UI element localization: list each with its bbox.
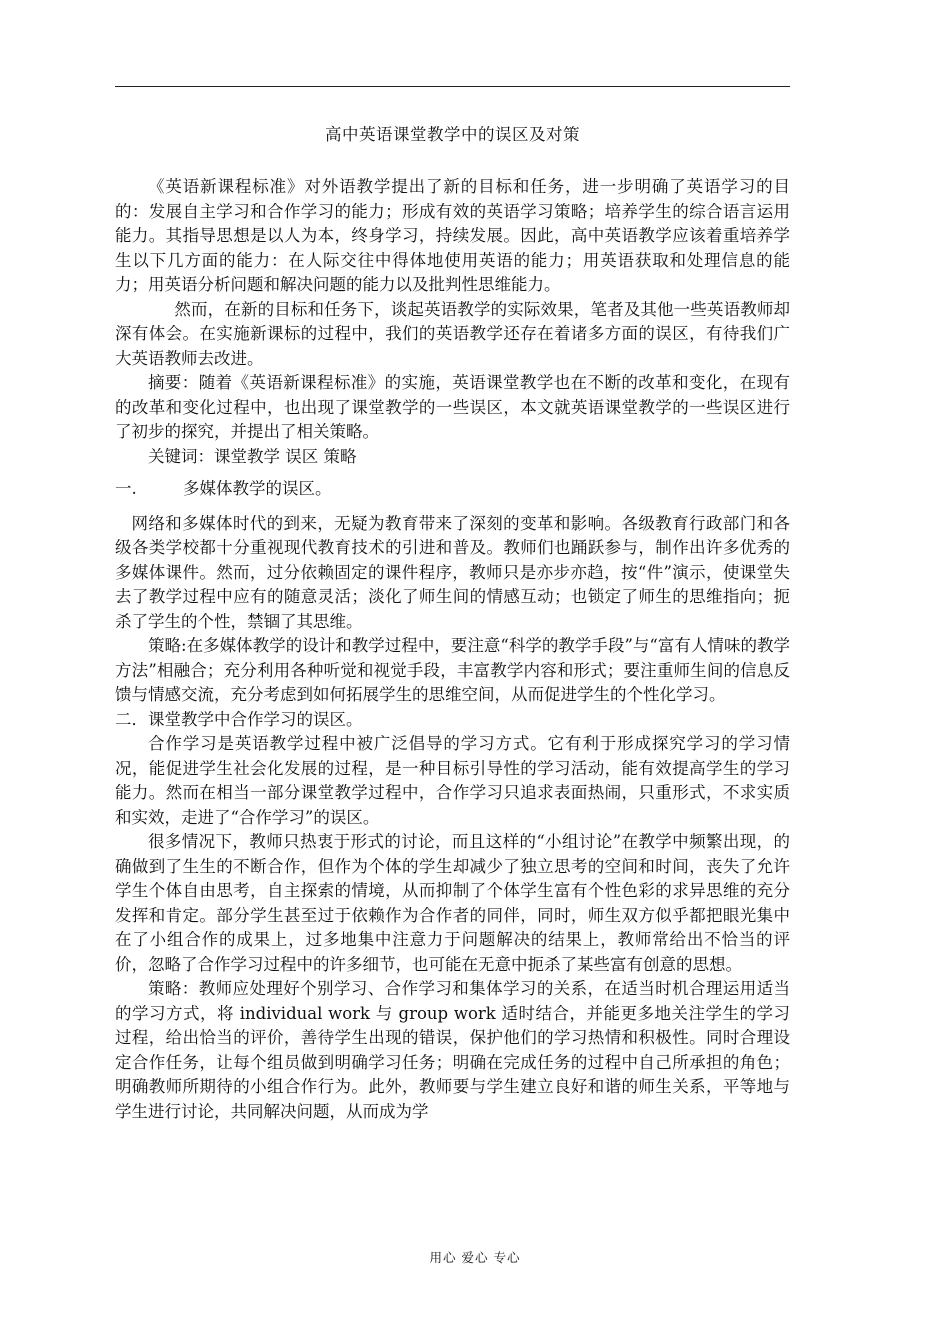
abstract-paragraph: 摘要：随着《英语新课程标准》的实施，英语课堂教学也在不断的改革和变化，在现有的改革和变化过程中，也出现了课堂教学的一些误区，本文就英语课堂教学的一些误区进行了初步的探究，并提出了相关策略。: [115, 373, 790, 441]
page-footer: 用心 爱心 专心: [429, 1250, 521, 1265]
section-1-number: 一.: [115, 479, 137, 498]
intro-paragraph-1: 《英语新课程标准》对外语教学提出了新的目标和任务，进一步明确了英语学习的目的：发展自主学习和合作学习的能力；形成有效的英语学习策略；培养学生的综合语言运用能力。其指导思想是以人为本，终身学习，持续发展。因此，高中英语教学应该着重培养学生以下几方面的能力：在人际交往中得体地使用英语的能力；用英语获取和处理信息的能力；用英语分析问题和解决问题的能力以及批判性思维能力。: [115, 177, 790, 294]
section-1-heading-text: 多媒体教学的误区。: [183, 479, 332, 498]
intro-paragraph-2: 然而，在新的目标和任务下，谈起英语教学的实际效果，笔者及其他一些英语教师却深有体会。在实施新课标的过程中，我们的英语教学还存在着诸多方面的误区，有待我们广大英语教师去改进。: [115, 299, 790, 368]
section-1-strategy: 策略:在多媒体教学的设计和教学过程中，要注意“科学的教学手段”与“富有人情味的教学方法”相融合；充分利用各种听觉和视觉手段，丰富教学内容和形式；要注重师生间的信息反馈与情感交流，充分考虑到如何拓展学生的思维空间，从而促进学生的个性化学习。: [115, 636, 790, 704]
keywords-line: 关键词：课堂教学 误区 策略: [148, 446, 357, 466]
section-2-strategy: 策略：教师应处理好个别学习、合作学习和集体学习的关系，在适当时机合理运用适当的学习方式，将 individual work 与 group work 适时结合，并能更多地关注学生的学习过程，给出恰当的评价，善待学生出现的错误，保护他们的学习热情和积极性。同时合理设定合作任务，让每个组员做到明确学习任务；明确在完成任务的过程中自己所承担的角色；明确教师所期待的小组合作行为。此外，教师要与学生建立良好和谐的师生关系，平等地与学生进行讨论，共同解决问题，从而成为学: [115, 979, 790, 1121]
header-rule: [115, 86, 790, 87]
section-2-heading: 二．课堂教学中合作学习的误区。: [115, 709, 363, 729]
section-1-heading: [115, 477, 790, 502]
section-1-paragraph-1: 网络和多媒体时代的到来，无疑为教育带来了深刻的变革和影响。各级教育行政部门和各级各类学校都十分重视现代教育技术的引进和普及。教师们也踊跃参与，制作出许多优秀的多媒体课件。然而，过分依赖固定的课件程序，教师只是亦步亦趋，按“件”演示，使课堂失去了教学过程中应有的随意灵活；淡化了师生间的情感互动；也锁定了师生的思维指向；扼杀了学生的个性，禁锢了其思维。: [115, 513, 790, 631]
document-title: 高中英语课堂教学中的误区及对策: [325, 125, 580, 144]
section-2-paragraph-1: 合作学习是英语教学过程中被广泛倡导的学习方式。它有利于形成探究学习的学习情况，能促进学生社会化发展的过程，是一种目标引导性的学习活动，能有效提高学生的学习能力。然而在相当一部分课堂教学过程中，合作学习只追求表面热闹，只重形式，不求实质和实效，走进了“合作学习”的误区。: [115, 734, 790, 827]
section-2-paragraph-2: 很多情况下，教师只热衷于形式的讨论，而且这样的“小组讨论”在教学中频繁出现，的确做到了生生的不断合作，但作为个体的学生却减少了独立思考的空间和时间，丧失了允许学生个体自由思考，自主探索的情境，从而抑制了个体学生富有个性色彩的求异思维的充分发挥和肯定。部分学生甚至过于依赖作为合作者的同伴，同时，师生双方似乎都把眼光集中在了小组合作的成果上，过多地集中注意力于问题解决的结果上，教师常给出不恰当的评价，忽略了合作学习过程中的许多细节，也可能在无意中扼杀了某些富有创意的思想。: [115, 832, 790, 974]
document-body: [115, 175, 790, 1124]
